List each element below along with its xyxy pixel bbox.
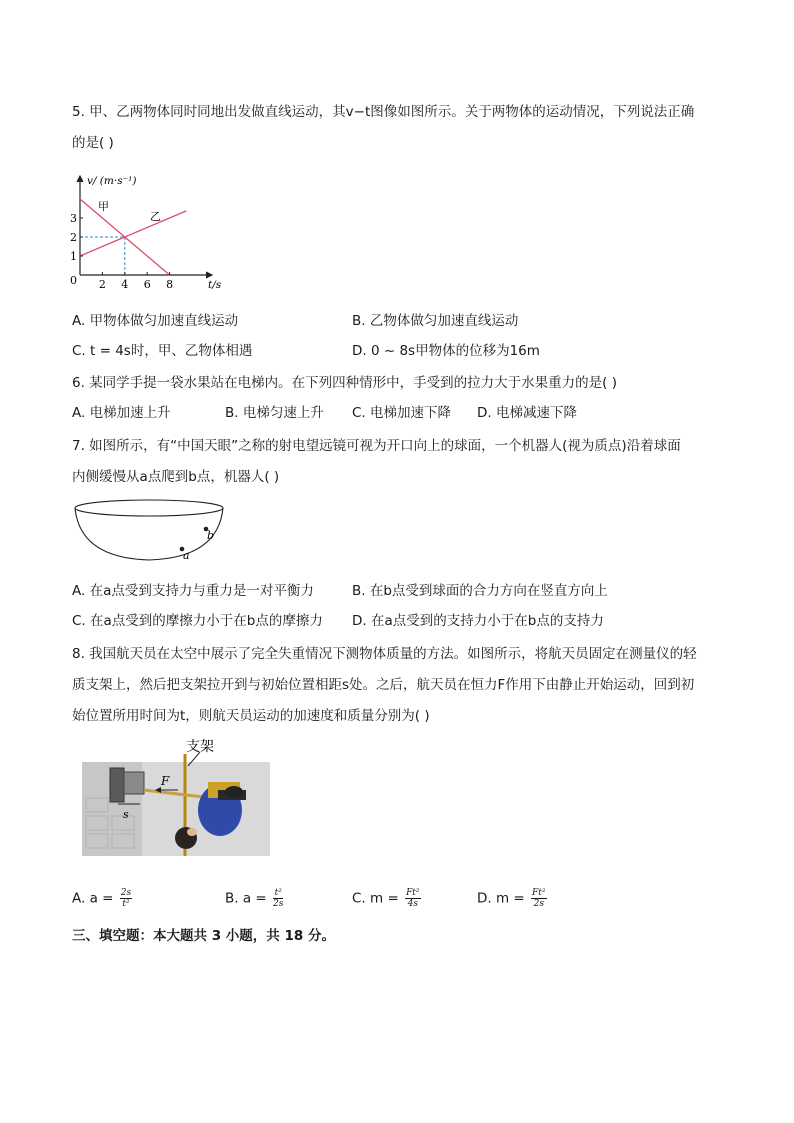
denominator: 4s	[407, 899, 418, 909]
series-label-jia: 甲	[98, 200, 109, 213]
q6-option-b[interactable]: B. 电梯匀速上升	[225, 405, 324, 421]
point-b-label: b	[207, 529, 215, 542]
q8-option-a[interactable]	[72, 888, 132, 909]
q7-option-b[interactable]: B. 在b点受到球面的合力方向在竖直方向上	[352, 583, 608, 599]
q5-option-c[interactable]: C. t = 4s时，甲、乙物体相遇	[72, 343, 253, 359]
q8-option-c-prefix: C. m =	[352, 890, 399, 907]
y-tick-label: 3	[70, 212, 77, 225]
q5-stem-line1: 5. 甲、乙两物体同时同地出发做直线运动，其v−t图像如图所示。关于两物体的运动情况，下列说法正确	[72, 104, 695, 120]
x-axis-label: t/s	[208, 279, 222, 291]
x-tick-label: 2	[98, 278, 106, 291]
q7-bowl-figure	[70, 496, 230, 568]
measuring-device	[110, 768, 124, 802]
q5-option-b[interactable]: B. 乙物体做匀加速直线运动	[352, 313, 519, 329]
q7-option-a[interactable]: A. 在a点受到支持力与重力是一对平衡力	[72, 583, 314, 599]
q8-stem-line2: 质支架上，然后把支架拉开到与初始位置相距s处。之后，航天员在恒力F作用下由静止开始运动，回到初	[72, 677, 695, 693]
q6-option-c[interactable]: C. 电梯加速下降	[352, 405, 452, 421]
y-tick-label: 1	[70, 250, 77, 263]
denominator: t²	[122, 899, 130, 909]
origin-label: 0	[70, 274, 77, 287]
y-tick-label: 2	[70, 231, 77, 244]
numerator: t²	[274, 888, 282, 898]
q5-stem-line2: 的是( )	[72, 135, 114, 151]
q8-option-b-fraction	[273, 888, 283, 909]
series-line-1	[80, 211, 186, 256]
q8-option-d-prefix: D. m =	[477, 890, 525, 907]
q8-stem-line3: 始位置所用时间为t，则航天员运动的加速度和质量分别为( )	[72, 708, 430, 724]
numerator: Ft²	[532, 888, 546, 898]
q8-option-b-prefix: B. a =	[225, 890, 267, 907]
point-a-label: a	[183, 549, 190, 562]
x-tick-label: 4	[121, 278, 129, 291]
series-label-yi: 乙	[150, 210, 161, 223]
q8-option-d-fraction	[531, 888, 546, 909]
q8-option-c[interactable]	[352, 888, 421, 909]
q8-option-a-fraction	[120, 888, 132, 909]
x-tick-label: 8	[166, 278, 174, 291]
q6-option-d[interactable]: D. 电梯减速下降	[477, 405, 577, 421]
q5-option-d[interactable]: D. 0 ~ 8s甲物体的位移为16m	[352, 343, 540, 359]
q7-stem-line1: 7. 如图所示，有“中国天眼”之称的射电望远镜可视为开口向上的球面，一个机器人(视为质点)沿着球面	[72, 438, 681, 454]
q7-option-d[interactable]: D. 在a点受到的支持力小于在b点的支持力	[352, 613, 604, 629]
force-label: F	[161, 774, 170, 788]
q6-stem: 6. 某同学手提一袋水果站在电梯内。在下列四种情形中，手受到的拉力大于水果重力的是( )	[72, 375, 617, 391]
q5-option-a[interactable]: A. 甲物体做匀加速直线运动	[72, 313, 239, 329]
numerator: 2s	[120, 888, 132, 898]
distance-label: s	[123, 808, 129, 821]
q6-option-a[interactable]: A. 电梯加速上升	[72, 405, 171, 421]
bowl-rim	[75, 500, 223, 516]
q8-stem-line1: 8. 我国航天员在太空中展示了完全失重情况下测物体质量的方法。如图所示，将航天员固定在测量仪的轻	[72, 646, 697, 662]
q8-option-c-fraction	[405, 888, 420, 909]
y-axis-label: v/ (m·s⁻¹)	[87, 175, 137, 187]
q8-option-b[interactable]	[225, 888, 283, 909]
q8-option-d[interactable]	[477, 888, 547, 909]
denominator: 2s	[533, 899, 544, 909]
q8-option-a-prefix: A. a =	[72, 890, 114, 907]
section-3-header: 三、填空题：本大题共 3 小题，共 18 分。	[72, 928, 335, 944]
numerator: Ft²	[406, 888, 420, 898]
denominator: 2s	[273, 899, 284, 909]
q7-stem-line2: 内侧缓慢从a点爬到b点，机器人( )	[72, 469, 280, 485]
q5-vt-chart	[62, 172, 222, 292]
q7-option-c[interactable]: C. 在a点受到的摩擦力小于在b点的摩擦力	[72, 613, 323, 629]
q8-astronaut-figure	[80, 738, 272, 858]
support-label: 支架	[186, 739, 214, 755]
x-tick-label: 6	[143, 278, 151, 291]
